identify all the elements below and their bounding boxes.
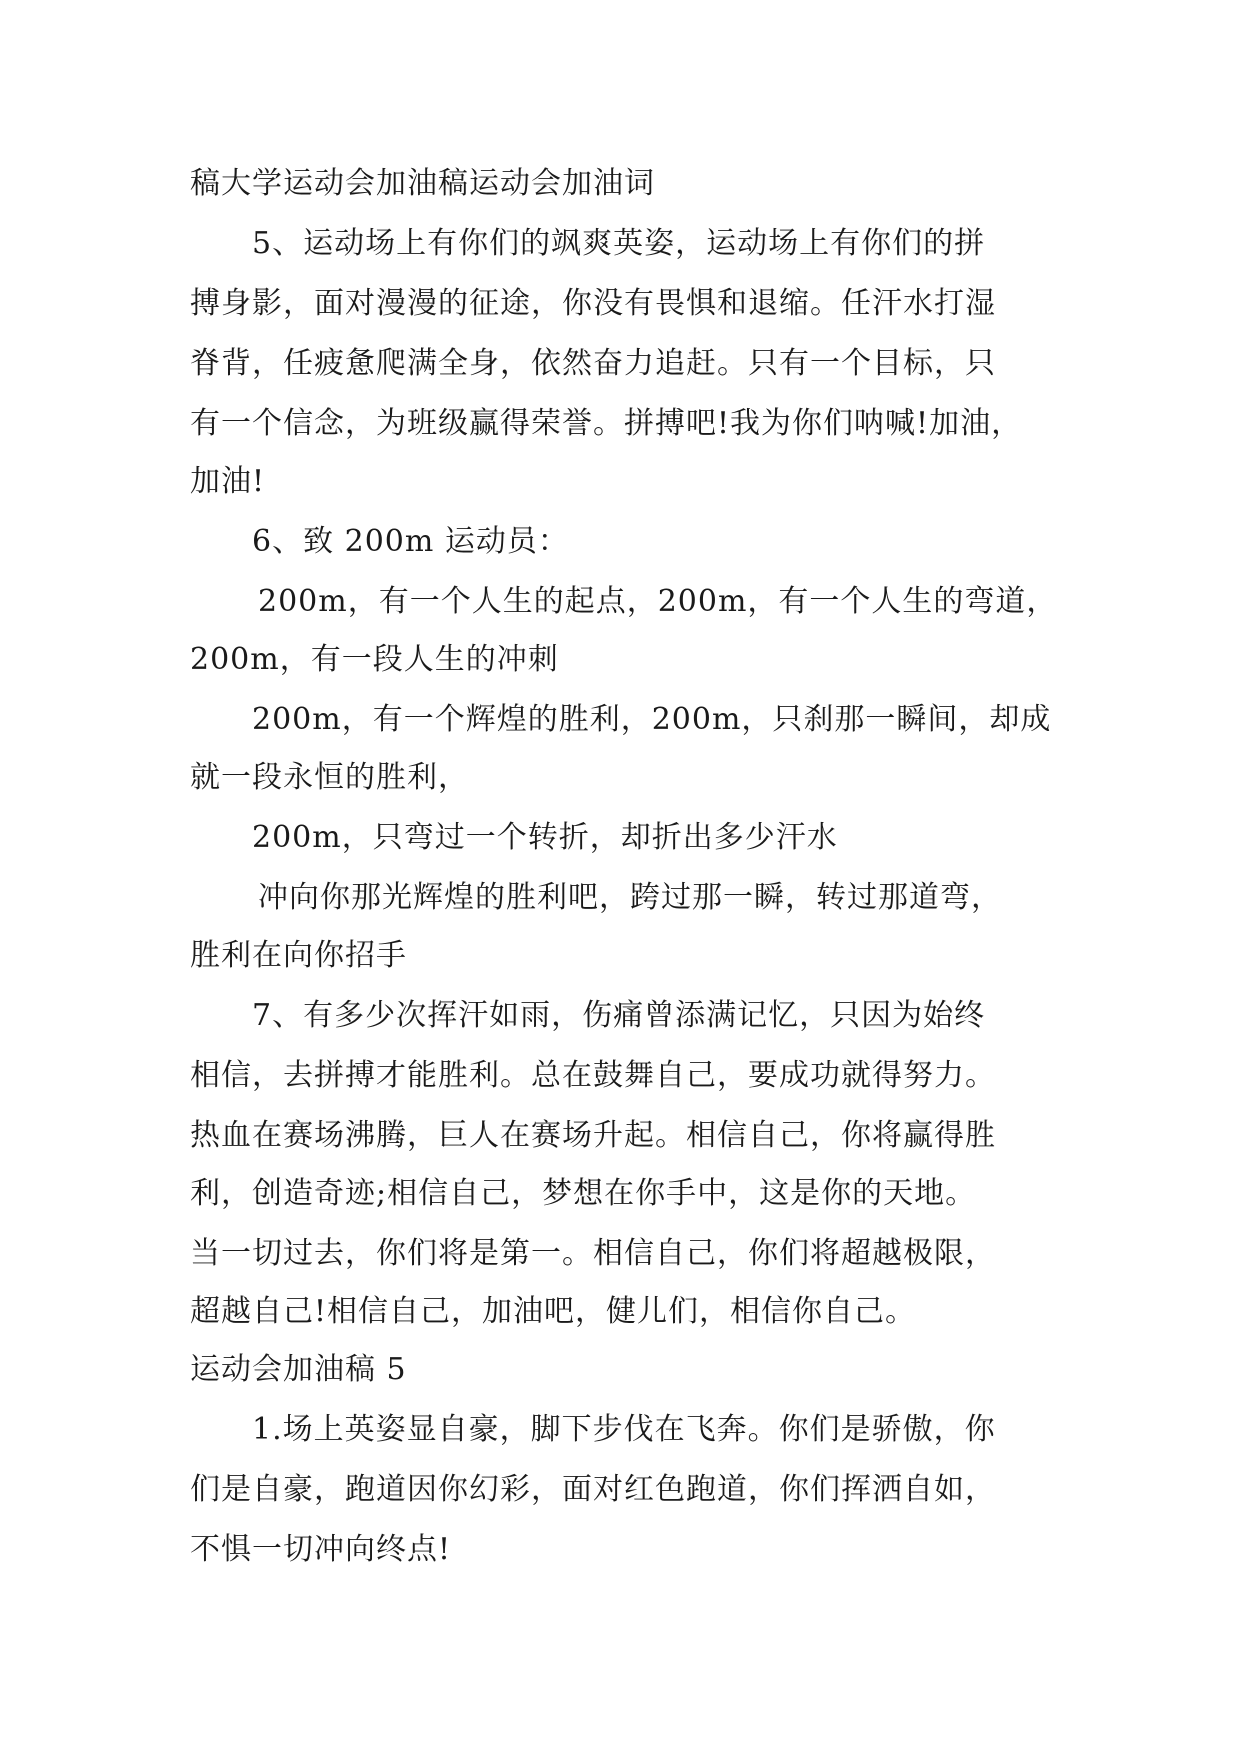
text-line: 5、运动场上有你们的飒爽英姿，运动场上有你们的拼 bbox=[252, 226, 986, 261]
text-line: 200m，有一个辉煌的胜利，200m，只刹那一瞬间，却成 bbox=[252, 702, 1052, 737]
text-line: 超越自己!相信自己，加油吧，健儿们，相信你自己。 bbox=[190, 1294, 917, 1329]
text-line: 200m，只弯过一个转折，却折出多少汗水 bbox=[252, 820, 838, 855]
text-line: 冲向你那光辉煌的胜利吧，跨过那一瞬，转过那道弯， bbox=[258, 880, 1002, 915]
text-line: 200m，有一个人生的起点，200m，有一个人生的弯道， bbox=[258, 584, 1058, 619]
text-line: 1.场上英姿显自豪，脚下步伐在飞奔。你们是骄傲，你 bbox=[252, 1412, 996, 1447]
text-line: 们是自豪，跑道因你幻彩，面对红色跑道，你们挥洒自如， bbox=[190, 1472, 996, 1507]
text-line: 利，创造奇迹;相信自己，梦想在你手中，这是你的天地。 bbox=[190, 1176, 977, 1211]
text-line: 热血在赛场沸腾，巨人在赛场升起。相信自己，你将赢得胜 bbox=[190, 1118, 996, 1153]
text-line: 当一切过去，你们将是第一。相信自己，你们将超越极限， bbox=[190, 1236, 996, 1271]
text-line: 7、有多少次挥汗如雨，伤痛曾添满记忆，只因为始终 bbox=[252, 998, 986, 1033]
text-line: 相信，去拼搏才能胜利。总在鼓舞自己，要成功就得努力。 bbox=[190, 1058, 996, 1093]
text-line: 搏身影，面对漫漫的征途，你没有畏惧和退缩。任汗水打湿 bbox=[190, 286, 996, 321]
text-line: 6、致 200m 运动员： bbox=[252, 524, 569, 559]
text-line: 就一段永恒的胜利， bbox=[190, 760, 469, 795]
text-line: 脊背，任疲惫爬满全身，依然奋力追赶。只有一个目标，只 bbox=[190, 346, 996, 381]
text-line: 加油! bbox=[190, 464, 266, 499]
section-heading: 运动会加油稿 5 bbox=[190, 1352, 407, 1387]
text-line: 有一个信念，为班级赢得荣誉。拼搏吧!我为你们呐喊!加油， bbox=[190, 406, 1023, 441]
text-line: 不惧一切冲向终点! bbox=[190, 1532, 452, 1567]
text-line: 200m，有一段人生的冲刺 bbox=[190, 642, 559, 677]
text-line: 稿大学运动会加油稿运动会加油词 bbox=[190, 166, 655, 201]
text-line: 胜利在向你招手 bbox=[190, 938, 407, 973]
